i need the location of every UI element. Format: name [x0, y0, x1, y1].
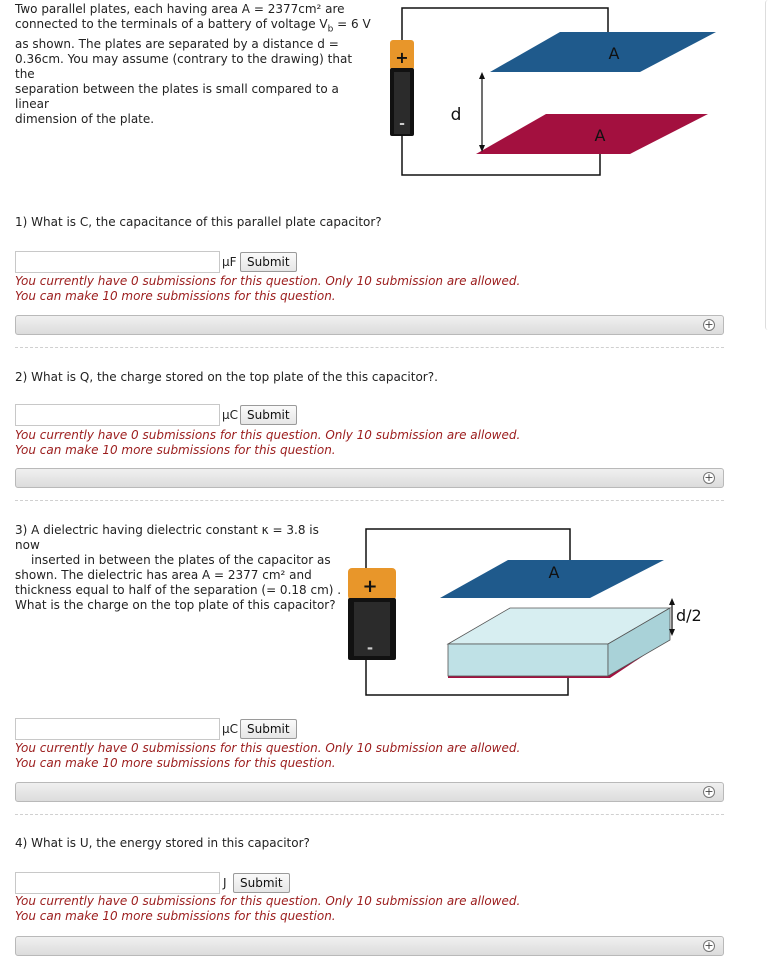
question-1-text: 1) What is C, the capacitance of this parallel plate capacitor?: [15, 215, 382, 229]
svg-text:+: +: [395, 48, 409, 67]
problem-intro: [15, 2, 375, 127]
thickness-label: d/2: [676, 606, 702, 625]
answer-input-2[interactable]: [15, 404, 220, 426]
dielectric-capacitor-figure: [340, 520, 720, 700]
hint-bar-2[interactable]: [15, 468, 724, 488]
unit-label-3: μC: [222, 722, 239, 736]
intro-line: Two parallel plates, each having area A = 2377cm² are: [15, 2, 345, 16]
answer-input-4[interactable]: [15, 872, 220, 894]
battery-icon: [348, 568, 396, 660]
dielectric-slab: [448, 608, 670, 676]
top-plate: [490, 32, 716, 72]
svg-text:-: -: [366, 639, 374, 657]
battery-icon: [390, 40, 414, 136]
svg-text:-: -: [399, 116, 405, 132]
expand-plus-icon[interactable]: +: [704, 471, 714, 484]
submit-button-4[interactable]: Submit: [233, 873, 290, 893]
unit-label-1: μF: [222, 255, 237, 269]
submit-button-1[interactable]: Submit: [240, 252, 297, 272]
submission-status-2: You currently have 0 submissions for this question. Only 10 submission are allowed. You can make 10 more submissions for this question.: [15, 428, 521, 457]
bottom-plate: [476, 114, 708, 154]
answer-input-3[interactable]: [15, 718, 220, 740]
intro-line: dimension of the plate.: [15, 112, 155, 127]
intro-line: as shown. The plates are separated by a distance d =: [15, 37, 339, 52]
section-divider: [15, 347, 724, 348]
expand-plus-icon[interactable]: +: [704, 318, 714, 331]
submission-status-1: You currently have 0 submissions for this question. Only 10 submission are allowed. You can make 10 more submissions for this question.: [15, 274, 521, 303]
intro-line: connected to the terminals of a battery of voltage $V_b = 6$ V: [15, 17, 371, 35]
section-divider: [15, 500, 724, 501]
submit-button-3[interactable]: Submit: [240, 719, 297, 739]
svg-text:+: +: [362, 576, 378, 597]
hint-bar-3[interactable]: [15, 782, 724, 802]
expand-plus-icon[interactable]: +: [704, 785, 714, 798]
unit-label-2: μC: [222, 408, 239, 422]
submission-status-4: You currently have 0 submissions for this question. Only 10 submission are allowed. You can make 10 more submissions for this question.: [15, 894, 521, 923]
intro-line: separation between the plates is small compared to a linear: [15, 82, 339, 112]
distance-label: d: [450, 105, 462, 125]
submission-status-3: You currently have 0 submissions for this question. Only 10 submission are allowed. You can make 10 more submissions for this question.: [15, 741, 521, 770]
question-3-text: 3) A dielectric having dielectric constant κ = 3.8 is now inserted in between the plates of the capacitor as shown. The dielectric has area A = 2377 cm² and thickness equal to half of the separation (= 0.18 cm) . What is the charge on the top plate of this capacitor?: [15, 523, 342, 612]
unit-label-4: J: [223, 876, 227, 890]
intro-line: 0.36cm. You may assume (contrary to the drawing) that the: [15, 52, 353, 82]
page-scrollbar[interactable]: [765, 0, 772, 330]
answer-input-1[interactable]: [15, 251, 220, 273]
hint-bar-4[interactable]: [15, 936, 724, 956]
question-4-text: 4) What is U, the energy stored in this capacitor?: [15, 836, 310, 850]
bottom-plate-label: A: [594, 126, 606, 145]
capacitor-figure: [370, 0, 730, 185]
section-divider: [15, 814, 724, 815]
question-2-text: 2) What is Q, the charge stored on the top plate of the this capacitor?.: [15, 370, 438, 384]
hint-bar-1[interactable]: [15, 315, 724, 335]
submit-button-2[interactable]: Submit: [240, 405, 297, 425]
top-plate-label: A: [608, 44, 620, 63]
top-plate-label: A: [548, 563, 560, 582]
expand-plus-icon[interactable]: +: [704, 939, 714, 952]
